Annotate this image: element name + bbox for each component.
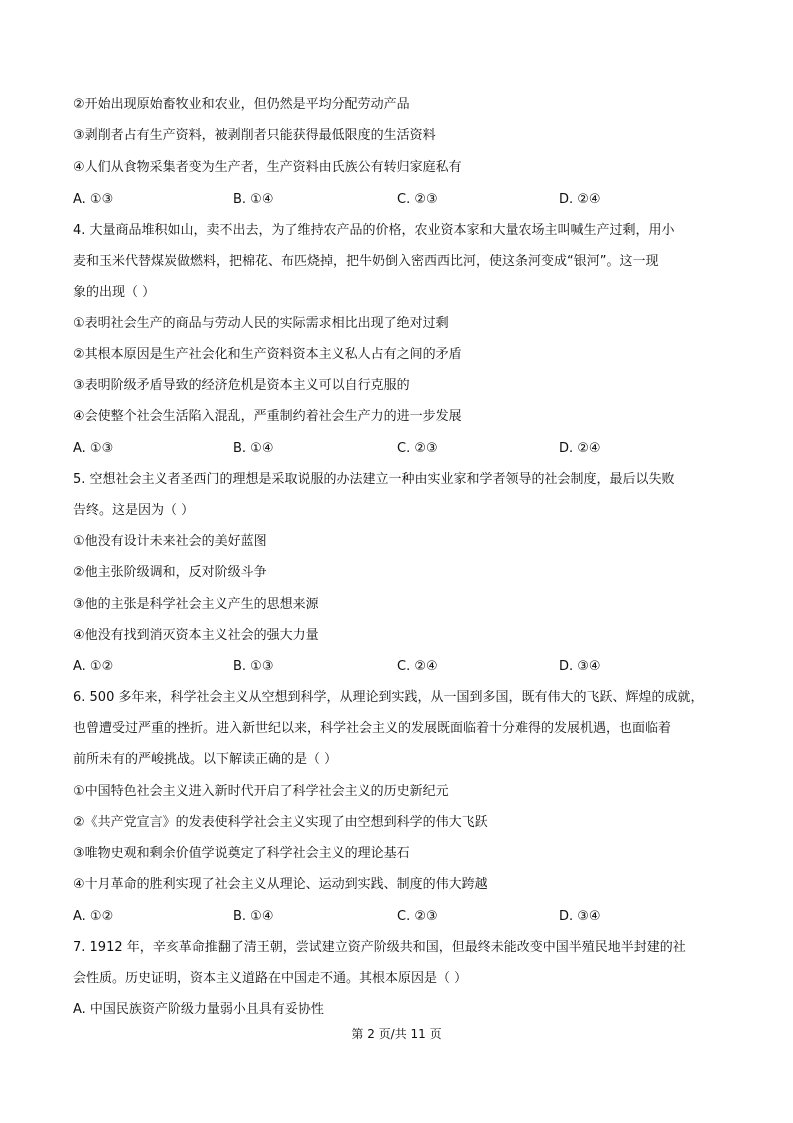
q6-stem-line-2: 也曾遭受过严重的挫折。进入新世纪以来，科学社会主义的发展既面临着十分难得的发展机遇，也面临着 bbox=[73, 721, 672, 736]
q6-option-c: C. ②③ bbox=[397, 909, 438, 924]
q3-item-2: ②开始出现原始畜牧业和农业，但仍然是平均分配劳动产品 bbox=[73, 97, 410, 112]
q6-item-1: ①中国特色社会主义进入新时代开启了科学社会主义的历史新纪元 bbox=[73, 784, 449, 799]
q3-option-b: B. ①④ bbox=[233, 192, 274, 207]
q3-item-4: ④人们从食物采集者变为生产者，生产资料由氏族公有转归家庭私有 bbox=[73, 160, 462, 175]
q6-options bbox=[73, 908, 733, 926]
q6-option-a: A. ①② bbox=[73, 909, 114, 924]
q5-item-2: ②他主张阶级调和，反对阶级斗争 bbox=[73, 565, 267, 580]
q7-option-a: A. 中国民族资产阶级力量弱小且具有妥协性 bbox=[73, 1002, 324, 1017]
q4-option-b: B. ①④ bbox=[233, 441, 274, 456]
q4-stem-line-1: 4. 大量商品堆积如山，卖不出去，为了维持农产品的价格，农业资本家和大量农场主叫喊生产过剩，用小 bbox=[73, 223, 675, 238]
q5-option-c: C. ②④ bbox=[397, 659, 438, 674]
q6-item-3: ③唯物史观和剩余价值学说奠定了科学社会主义的理论基石 bbox=[73, 846, 410, 861]
q6-item-2: ②《共产党宣言》的发表使科学社会主义实现了由空想到科学的伟大飞跃 bbox=[73, 815, 488, 830]
q5-item-4: ④他没有找到消灭资本主义社会的强大力量 bbox=[73, 628, 319, 643]
q6-stem-line-1: 6. 500 多年来，科学社会主义从空想到科学，从理论到实践，从一国到多国，既有伟大的飞跃、辉煌的成就， bbox=[73, 690, 704, 705]
q5-option-a: A. ①② bbox=[73, 659, 114, 674]
q3-options bbox=[73, 191, 733, 209]
q4-option-d: D. ②④ bbox=[559, 441, 601, 456]
q5-option-b: B. ①③ bbox=[233, 659, 274, 674]
q4-stem-line-2: 麦和玉米代替煤炭做燃料，把棉花、布匹烧掉，把牛奶倒入密西西比河，使这条河变成“银河”。这一现 bbox=[73, 254, 659, 269]
q6-item-4: ④十月革命的胜利实现了社会主义从理论、运动到实践、制度的伟大跨越 bbox=[73, 877, 488, 892]
q4-option-c: C. ②③ bbox=[397, 441, 438, 456]
q6-stem-line-3: 前所未有的严峻挑战。以下解读正确的是（ ） bbox=[73, 752, 338, 767]
q4-option-a: A. ①③ bbox=[73, 441, 114, 456]
q6-option-d: D. ③④ bbox=[559, 909, 601, 924]
q7-stem-line-1: 7. 1912 年，辛亥革命推翻了清王朝，尝试建立资产阶级共和国，但最终未能改变中国半殖民地半封建的社 bbox=[73, 940, 686, 955]
q4-item-3: ③表明阶级矛盾导致的经济危机是资本主义可以自行克服的 bbox=[73, 378, 410, 393]
q3-option-c: C. ②③ bbox=[397, 192, 438, 207]
q3-item-3: ③剥削者占有生产资料，被剥削者只能获得最低限度的生活资料 bbox=[73, 128, 436, 143]
q5-option-d: D. ③④ bbox=[559, 659, 601, 674]
q4-item-4: ④会使整个社会生活陷入混乱，严重制约着社会生产力的进一步发展 bbox=[73, 409, 462, 424]
q4-item-1: ①表明社会生产的商品与劳动人民的实际需求相比出现了绝对过剩 bbox=[73, 316, 449, 331]
page-footer: 第 2 页/共 11 页 bbox=[351, 1027, 442, 1041]
q5-item-3: ③他的主张是科学社会主义产生的思想来源 bbox=[73, 597, 319, 612]
q5-item-1: ①他没有设计未来社会的美好蓝图 bbox=[73, 534, 267, 549]
q7-stem-line-2: 会性质。历史证明，资本主义道路在中国走不通。其根本原因是（ ） bbox=[73, 971, 468, 986]
q4-options bbox=[73, 440, 733, 458]
q4-item-2: ②其根本原因是生产社会化和生产资料资本主义私人占有之间的矛盾 bbox=[73, 347, 462, 362]
q5-options bbox=[73, 658, 733, 676]
q4-stem-line-3: 象的出现（ ） bbox=[73, 285, 156, 300]
q3-option-a: A. ①③ bbox=[73, 192, 114, 207]
q5-stem-line-1: 5. 空想社会主义者圣西门的理想是采取说服的办法建立一种由实业家和学者领导的社会制度，最后以失败 bbox=[73, 472, 675, 487]
q6-option-b: B. ①④ bbox=[233, 909, 274, 924]
q3-option-d: D. ②④ bbox=[559, 192, 601, 207]
q5-stem-line-2: 告终。这是因为（ ） bbox=[73, 503, 195, 518]
